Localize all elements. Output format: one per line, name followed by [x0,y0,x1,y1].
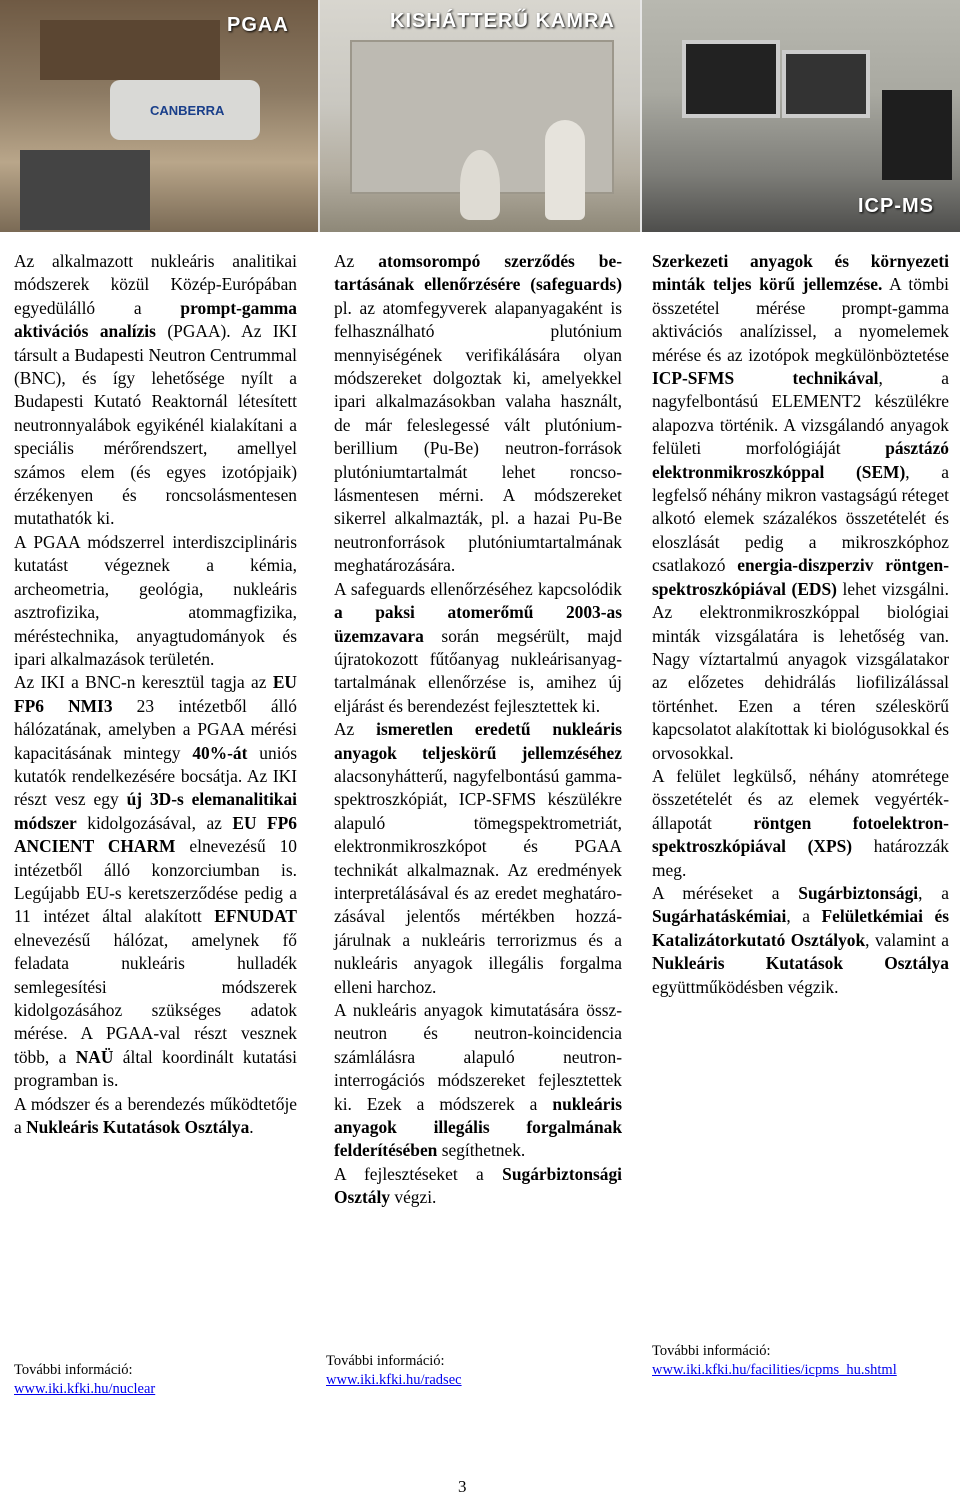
chamber-photo [320,0,640,232]
photo-shape [545,120,585,220]
info-block-1 [14,1361,155,1399]
column-3 [652,250,949,999]
pgaa-label: PGAA [227,14,289,36]
paragraph: Az alkalmazott nukleáris analitikai módszerek közül Közép-Európában egyedülálló a prompt-gamma aktivációs analízis (PGAA). Az IKI társult a Budapesti Neutron Centrummal (BNC), és így lehetősége nyílt a Budapesti Kutató Reaktornál létesített neutronnyalábok egyikénél kialakítani a speciális mérőrendszert, amellyel számos elem (és egyes izotópjaik) érzékenyen és roncsolásmentesen mutathatók ki. [14,251,298,529]
canberra-logo: CANBERRA [150,103,225,118]
paragraph: A safeguards ellenőrzéséhez kapcsolódik a paksi atomerőmű 2003-as üzemzavara során megsérült, majd újratokozott fűtőanyag nukleárisanyag-tartalmának ellenőrzése is, amihez új eljárást és berendezést fejlesztettek ki. [334,578,622,716]
photo-shape [882,90,952,180]
photo-strip [0,0,960,232]
paragraph: Szerkezeti anyagok és környezeti minták teljes körű jellemzése. A tömbi összetétel mérése prompt-gamma aktivációs analízissel, a nyomelemek mérése és az izotópok megkülönböztetése ICP-SFMS technikával, a nagyfelbontású ELEMENT2 készülékre alapozva történik. A vizsgálandó anyagok felületi morfológiáját pásztázó elektronmikroszkóppal (SEM), a legfelső néhány mikron vastagságú réteget alkotó elemek százalékos összetételét és eloszlását pedig a mikroszkóphoz csatlakozó energia-diszperziv röntgen-spektroszkópiával (EDS) lehet vizsgálni. Az elektronmikroszkóppal biológiai minták vizsgálatára is lehetőség van. Nagy víztartalmú anyagok vizsgálatakor az előzetes dehidrálás liofilizálással történhet. Ezen a téren széleskörű kapcsolatot alakítottak ki biológusokkal és orvosokkal. [652,251,950,763]
paragraph: A fejlesztéseket a Sugárbiztonsági Osztály végzi. [334,1163,622,1208]
column-1 [14,250,297,1139]
paragraph: Az IKI a BNC-n keresztül tagja az EU FP6 NMI3 23 intézetből álló hálózatának, amelyben a PGAA mérési kapacitásának mintegy 40%-át uniós kutatók rendelkezésére bocsátja. Az IKI részt vesz egy új 3D-s elemanalitikai módszer kidolgozásával, az EU FP6 ANCIENT CHARM elnevezésű 10 intézetből álló konzorciumban is. Legújabb EU-s keretszerződése pedig a 11 intézet által alakított EFNUDAT elnevezésű hálózat, amelynek fő feladata nukleáris hulladék semlegesítési módszerek kidolgozásához szükséges adatok mérése. A PGAA-val részt vesznek több, a NAÜ által koordinált kutatási programban is. [14,672,297,1091]
nuclear-link[interactable]: www.iki.kfki.hu/nuclear [14,1381,156,1397]
paragraph: Az atomsorompó szerződés betartásának ellenőrzésére (safeguards) pl. az atomfegyverek alapanyagaként is felhasználható plutónium mennyiségének verifikálására olyan módszereket dolgoztak ki, amelyekkel ipari alkalmazásokban valaha használt, de már feleslegessé vált plutónium-berillium (Pu-Be) neutron-források plutóniumtartalmát lehet roncsolásmentesen mérni. A módszereket sikerrel alkalmazták, pl. a hazai Pu-Be neutronforrások plutóniumtartalmának meghatározására. [334,251,622,576]
photo-shape [782,50,870,118]
paragraph: Az ismeretlen eredetű nukleáris anyagok teljeskörű jellemzéséhez alacsonyhátterű, nagyfelbontású gamma-spektroszkópiát, ICP-SFMS készülékre alapuló tömegspektrometriát, elektronmikroszkópot és PGAA technikát alkalmaznak. Az eredmények interpretálásával és az eredet meghatározásával jelentős mértékben hozzájárulnak a nukleáris terrorizmus és a nukleáris anyagok illegális forgalma elleni harchoz. [334,719,622,997]
info-label: További információ: [326,1353,445,1369]
paragraph: A nukleáris anyagok kimutatására össz-neutron és neutron-koincidencia számlálásra alapuló neutron-interrogációs módszereket fejlesztettek ki. Ezek a módszerek a nukleáris anyagok illegális forgalmának felderítésében segíthetnek. [334,1000,622,1161]
icpms-photo [642,0,960,232]
info-block-2 [326,1352,462,1390]
paragraph: A PGAA módszerrel interdiszciplináris kutatást végeznek a kémia, archeometria, geológia, nukleáris asztrofizika, atommagfizika, méréstechnika, anyagtudományok és ipari alkalmazások területén. [14,531,297,669]
radsec-link[interactable]: www.iki.kfki.hu/radsec [326,1372,462,1388]
icpms-link[interactable]: www.iki.kfki.hu/facilities/icpms_hu.shtml [652,1362,897,1378]
chamber-label: KISHÁTTERŰ KAMRA [390,10,615,32]
icpms-label: ICP-MS [858,195,934,217]
paragraph: A méréseket a Sugárbiztonsági, a Sugárhatáskémiai, a Felületkémiai és Katalizátorkutató Osztályok, valamint a Nukleáris Kutatások Osztálya együttműködésben végzik. [652,882,949,997]
column-2 [334,250,622,1210]
photo-shape [20,150,150,230]
pgaa-photo [0,0,318,232]
paragraph: A módszer és a berendezés működtetője a Nukleáris Kutatások Osztálya. [14,1093,297,1138]
info-label: További információ: [652,1343,771,1359]
photo-shape [460,150,500,220]
page-number: 3 [458,1477,467,1496]
photo-shape [40,20,220,80]
info-block-3 [652,1342,897,1380]
photo-shape [682,40,780,118]
paragraph: A felület legkülső, néhány atomrétege összetételét és az elemek vegyérték-állapotát röntgen fotoelektron-spektroszkópiával (XPS) határozzák meg. [652,765,949,880]
info-label: További információ: [14,1362,133,1378]
